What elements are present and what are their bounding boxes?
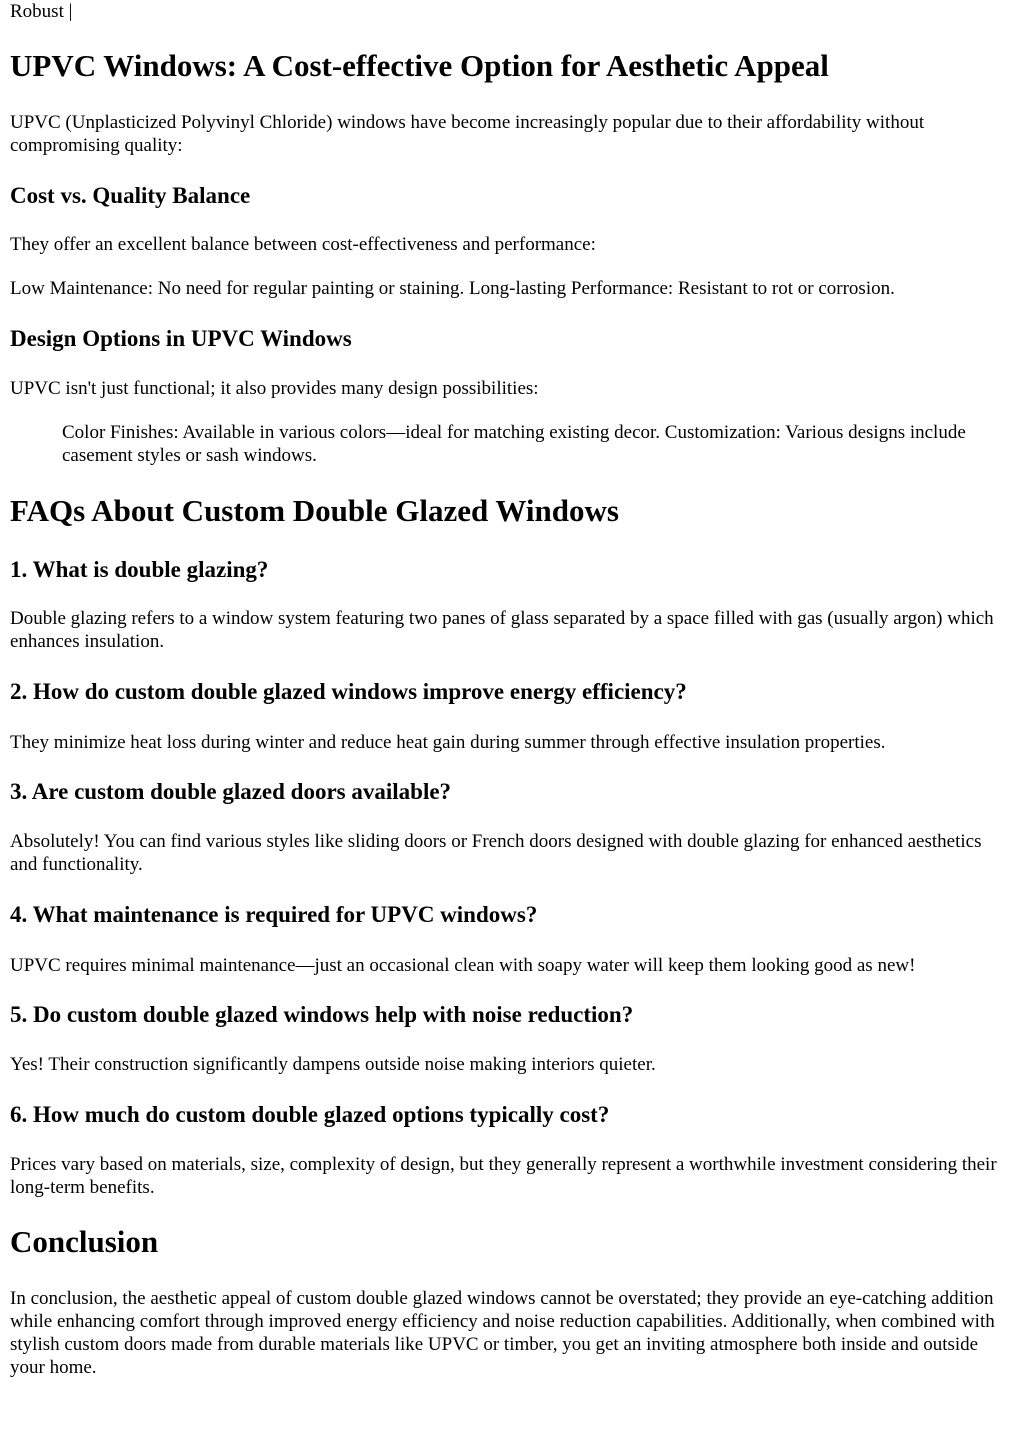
faq-answer-1: Double glazing refers to a window system featuring two panes of glass separated by a space filled with gas (usually argon) which enhances insulation. bbox=[10, 608, 994, 652]
faq-answer-2: They minimize heat loss during winter and reduce heat gain during summer through effective insulation properties. bbox=[10, 732, 886, 753]
upvc-intro-paragraph: UPVC (Unplasticized Polyvinyl Chloride) windows have become increasingly popular due to their affordability without compromising quality: bbox=[10, 112, 925, 156]
upvc-section-title: UPVC Windows: A Cost-effective Option for Aesthetic Appeal bbox=[10, 48, 829, 83]
conclusion-title: Conclusion bbox=[10, 1224, 159, 1259]
faq-question-5: 5. Do custom double glazed windows help with noise reduction? bbox=[10, 1002, 634, 1027]
design-options-heading: Design Options in UPVC Windows bbox=[10, 326, 352, 351]
cost-quality-heading: Cost vs. Quality Balance bbox=[10, 183, 251, 208]
faq-answer-6: Prices vary based on materials, size, complexity of design, but they generally represent a worthwhile investment considering their long-term benefits. bbox=[10, 1154, 997, 1198]
faq-question-6: 6. How much do custom double glazed options typically cost? bbox=[10, 1102, 610, 1127]
cost-quality-intro: They offer an excellent balance between cost-effectiveness and performance: bbox=[10, 234, 596, 255]
faq-question-2: 2. How do custom double glazed windows improve energy efficiency? bbox=[10, 679, 687, 704]
faq-question-3: 3. Are custom double glazed doors available? bbox=[10, 779, 452, 804]
faq-answer-5: Yes! Their construction significantly dampens outside noise making interiors quieter. bbox=[10, 1054, 656, 1075]
faq-answer-4: UPVC requires minimal maintenance—just an occasional clean with soapy water will keep them looking good as new! bbox=[10, 955, 916, 976]
design-options-intro: UPVC isn't just functional; it also provides many design possibilities: bbox=[10, 378, 539, 399]
cost-quality-points: Low Maintenance: No need for regular painting or staining. Long-lasting Performance: Resistant to rot or corrosion. bbox=[10, 278, 895, 299]
faq-question-4: 4. What maintenance is required for UPVC windows? bbox=[10, 902, 538, 927]
faqs-title: FAQs About Custom Double Glazed Windows bbox=[10, 493, 619, 528]
conclusion-paragraph: In conclusion, the aesthetic appeal of custom double glazed windows cannot be overstated; they provide an eye-catching addition while enhancing comfort through improved energy efficiency and noise reduction capabilities. Additionally, when combined with stylish custom doors made from durable materials like UPVC or timber, you get an inviting atmosphere both inside and outside your home. bbox=[10, 1288, 995, 1378]
design-options-points: Color Finishes: Available in various colors—ideal for matching existing decor. Customization: Various designs include casement styles or sash windows. bbox=[62, 422, 966, 466]
top-text-fragment: Robust | bbox=[10, 1, 73, 22]
faq-answer-3: Absolutely! You can find various styles like sliding doors or French doors designed with double glazing for enhanced aesthetics and functionality. bbox=[10, 831, 982, 875]
faq-question-1: 1. What is double glazing? bbox=[10, 557, 269, 582]
